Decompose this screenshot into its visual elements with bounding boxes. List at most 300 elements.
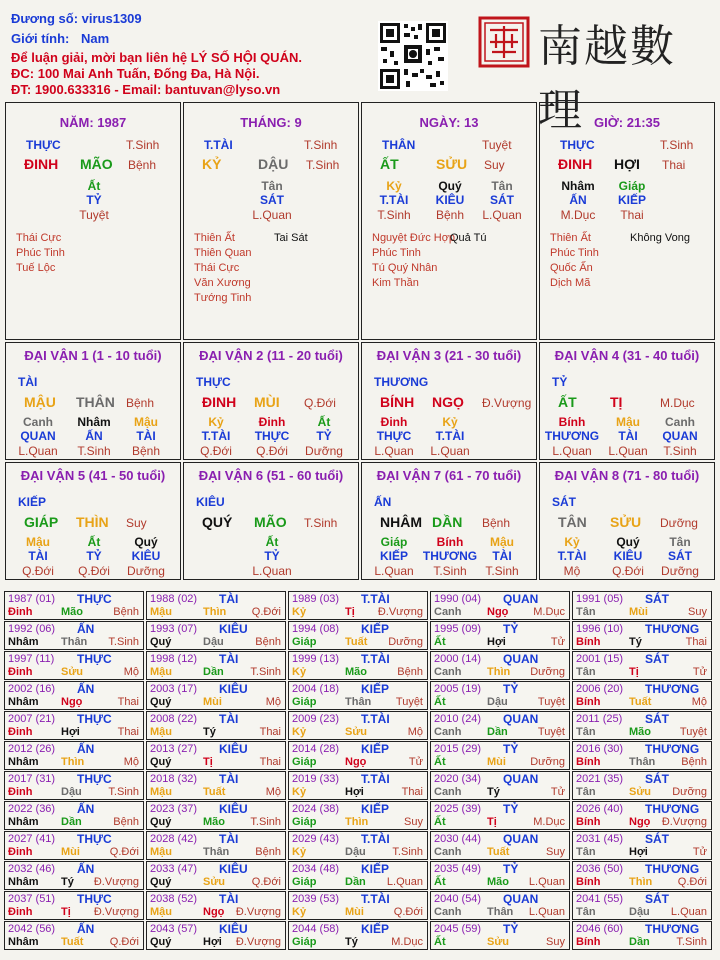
dai-van-branch: MÙI bbox=[254, 394, 280, 410]
dai-van-branch: NGỌ bbox=[432, 394, 464, 410]
year-label: 1995 (09) bbox=[434, 623, 482, 635]
dv-hidden-state: T.Sinh bbox=[663, 444, 697, 458]
year-state: Suy bbox=[546, 936, 565, 948]
year-stem: Canh bbox=[434, 606, 462, 618]
dai-van-god: KIÊU bbox=[196, 495, 225, 509]
dai-van-header: ĐẠI VẬN 1 (1 - 10 tuổi) bbox=[24, 348, 162, 363]
dv-hidden-stem: Giáp bbox=[380, 535, 408, 549]
year-label: 2005 (19) bbox=[434, 683, 482, 695]
dai-van-state: Suy bbox=[126, 516, 147, 530]
year-stem: Mậu bbox=[150, 666, 172, 678]
year-state: Dưỡng bbox=[530, 756, 565, 768]
year-state: Đ.Vượng bbox=[93, 876, 139, 888]
year-label: 2019 (33) bbox=[292, 773, 340, 785]
year-god: QUAN bbox=[503, 652, 539, 666]
year-label: 1999 (13) bbox=[292, 653, 340, 665]
dv-hidden-god: QUAN bbox=[20, 429, 56, 443]
year-label: 2036 (50) bbox=[576, 863, 624, 875]
year-stem: Ất bbox=[434, 816, 446, 828]
year-god: THỰC bbox=[77, 652, 112, 666]
year-state: M.Dục bbox=[533, 816, 565, 828]
year-cell bbox=[4, 711, 144, 740]
year-cell bbox=[288, 681, 428, 710]
year-state: Mộ bbox=[123, 666, 139, 678]
year-state: Dưỡng bbox=[388, 636, 423, 648]
year-god: TÀI bbox=[219, 892, 239, 906]
year-cell bbox=[146, 681, 286, 710]
dv-hidden-god: TỶ bbox=[264, 549, 280, 563]
year-god: THƯƠNG bbox=[645, 622, 700, 636]
dai-van-stem: QUÝ bbox=[202, 514, 233, 530]
year-cell bbox=[288, 711, 428, 740]
star-item: Tú Quý Nhân bbox=[372, 262, 438, 274]
year-branch: Ngọ bbox=[203, 906, 225, 918]
star-item: Thái Cực bbox=[194, 262, 240, 274]
year-state: Q.Đới bbox=[677, 876, 707, 888]
year-stem: Mậu bbox=[150, 726, 172, 738]
year-state: Mộ bbox=[123, 756, 139, 768]
star-item: Quốc Ấn bbox=[550, 262, 593, 274]
year-god: SÁT bbox=[645, 832, 669, 846]
dai-van-branch: DẦN bbox=[432, 514, 463, 530]
pillar-2 bbox=[183, 102, 359, 340]
gender-value: Nam bbox=[80, 31, 110, 46]
year-cell bbox=[146, 621, 286, 650]
year-state: Đ.Vượng bbox=[661, 816, 707, 828]
year-cell bbox=[146, 711, 286, 740]
year-branch: Tuất bbox=[629, 696, 652, 708]
year-stem: Bính bbox=[576, 936, 601, 948]
year-cell bbox=[146, 861, 286, 890]
year-cell bbox=[288, 921, 428, 950]
year-branch: Sửu bbox=[345, 726, 368, 738]
year-label: 2012 (26) bbox=[8, 743, 56, 755]
year-branch: Tý bbox=[203, 726, 216, 738]
year-god: TỶ bbox=[503, 862, 519, 876]
year-cell bbox=[430, 741, 570, 770]
year-cell bbox=[4, 651, 144, 680]
dv-hidden-state: L.Quan bbox=[374, 564, 414, 578]
year-branch: Mùi bbox=[487, 756, 506, 768]
year-cell bbox=[572, 681, 712, 710]
year-cell bbox=[288, 771, 428, 800]
pillar-header: THÁNG: 9 bbox=[240, 115, 302, 130]
star-extra: Tai Sát bbox=[274, 232, 308, 244]
dai-van-god: SÁT bbox=[552, 495, 576, 509]
year-stem: Canh bbox=[434, 786, 462, 798]
dv-hidden-stem: Kỷ bbox=[442, 415, 458, 429]
hidden-god: KIẾP bbox=[617, 193, 647, 207]
year-cell bbox=[430, 831, 570, 860]
year-cell bbox=[572, 921, 712, 950]
year-stem: Tân bbox=[576, 666, 596, 678]
year-state: L.Quan bbox=[528, 876, 565, 888]
star-item: Tướng Tinh bbox=[194, 292, 252, 304]
year-stem: Ất bbox=[434, 636, 446, 648]
year-state: Suy bbox=[546, 846, 565, 858]
year-stem: Tân bbox=[576, 846, 596, 858]
year-label: 2027 (41) bbox=[8, 833, 56, 845]
star-extra: Quả Tú bbox=[450, 232, 487, 244]
year-label: 2002 (16) bbox=[8, 683, 56, 695]
year-stem: Giáp bbox=[292, 636, 317, 648]
year-branch: Mùi bbox=[61, 846, 80, 858]
year-state: T.Sinh bbox=[250, 816, 281, 828]
year-state: Q.Đới bbox=[393, 906, 423, 918]
year-cell bbox=[288, 591, 428, 620]
year-stem: Kỷ bbox=[292, 726, 307, 738]
year-stem: Kỷ bbox=[292, 846, 307, 858]
year-stem: Giáp bbox=[292, 936, 317, 948]
year-label: 1993 (07) bbox=[150, 623, 198, 635]
dv-hidden-stem: Đinh bbox=[258, 415, 286, 429]
year-state: T.Sinh bbox=[108, 636, 139, 648]
star-item: Kim Thần bbox=[372, 277, 419, 289]
dv-hidden-god: THƯƠNG bbox=[544, 429, 600, 443]
year-branch: Hợi bbox=[203, 936, 222, 948]
dv-hidden-state: Q.Đới bbox=[78, 564, 110, 578]
year-god: QUAN bbox=[503, 772, 539, 786]
year-label: 2004 (18) bbox=[292, 683, 340, 695]
hidden-state: M.Dục bbox=[560, 208, 596, 222]
year-branch: Ngọ bbox=[487, 606, 509, 618]
dv-hidden-god: TÀI bbox=[618, 429, 638, 443]
year-god: KIẾP bbox=[361, 682, 390, 696]
year-god: KIÊU bbox=[219, 802, 248, 816]
year-label: 2030 (44) bbox=[434, 833, 482, 845]
dv-hidden-state: Q.Đới bbox=[200, 444, 232, 458]
year-state: Mộ bbox=[265, 696, 281, 708]
dai-van-header: ĐẠI VẬN 6 (51 - 60 tuổi) bbox=[198, 468, 344, 483]
year-cell bbox=[4, 831, 144, 860]
year-branch: Tuất bbox=[61, 936, 84, 948]
year-cell bbox=[288, 741, 428, 770]
year-branch: Tị bbox=[487, 816, 497, 828]
year-branch: Thân bbox=[345, 696, 372, 708]
year-label: 2013 (27) bbox=[150, 743, 198, 755]
year-god: TỶ bbox=[503, 622, 519, 636]
year-stem: Đinh bbox=[8, 666, 33, 678]
year-stem: Bính bbox=[576, 756, 601, 768]
star-item: Thiên Ất bbox=[550, 232, 591, 244]
year-label: 2035 (49) bbox=[434, 863, 482, 875]
hidden-god: ẤN bbox=[569, 193, 587, 207]
year-cell bbox=[146, 741, 286, 770]
year-stem: Bính bbox=[576, 876, 601, 888]
year-label: 2023 (37) bbox=[150, 803, 198, 815]
year-stem: Tân bbox=[576, 906, 596, 918]
year-god: KIẾP bbox=[361, 802, 390, 816]
year-god: T.TÀI bbox=[361, 892, 390, 906]
dai-van-8 bbox=[539, 462, 715, 580]
year-stem: Mậu bbox=[150, 846, 172, 858]
year-state: Thai bbox=[401, 786, 423, 798]
year-branch: Tuất bbox=[345, 636, 368, 648]
year-god: QUAN bbox=[503, 892, 539, 906]
dv-hidden-god: KIÊU bbox=[613, 549, 643, 563]
year-label: 2000 (14) bbox=[434, 653, 482, 665]
year-branch: Mùi bbox=[629, 606, 648, 618]
year-branch: Mão bbox=[203, 816, 225, 828]
year-god: T.TÀI bbox=[361, 832, 390, 846]
dai-van-stem: BÍNH bbox=[380, 394, 415, 410]
year-cell bbox=[4, 741, 144, 770]
year-label: 2006 (20) bbox=[576, 683, 624, 695]
dv-hidden-state: T.Sinh bbox=[77, 444, 111, 458]
dv-hidden-stem: Canh bbox=[23, 415, 53, 429]
dv-hidden-state: L.Quan bbox=[18, 444, 58, 458]
hidden-stem: Ất bbox=[87, 179, 101, 193]
year-stem: Quý bbox=[150, 636, 172, 648]
year-god: TÀI bbox=[219, 652, 239, 666]
year-label: 2011 (25) bbox=[576, 713, 623, 725]
year-state: Đ.Vượng bbox=[235, 906, 281, 918]
dv-hidden-god: T.TÀI bbox=[435, 429, 465, 443]
year-god: ẤN bbox=[77, 922, 95, 936]
dai-van-7 bbox=[361, 462, 537, 580]
dai-van-god: ẤN bbox=[374, 495, 392, 509]
year-god: THƯƠNG bbox=[645, 922, 700, 936]
year-state: Thai bbox=[259, 756, 281, 768]
year-god: TỶ bbox=[503, 922, 519, 936]
dv-hidden-stem: Kỷ bbox=[208, 415, 224, 429]
year-branch: Hợi bbox=[345, 786, 364, 798]
year-state: Thai bbox=[117, 726, 139, 738]
dv-hidden-god: QUAN bbox=[662, 429, 698, 443]
year-label: 2032 (46) bbox=[8, 863, 56, 875]
year-state: L.Quan bbox=[528, 906, 565, 918]
year-state: Tử bbox=[550, 786, 565, 798]
hidden-god: SÁT bbox=[260, 193, 284, 207]
year-branch: Mão bbox=[487, 876, 509, 888]
year-state: Mộ bbox=[265, 786, 281, 798]
year-stem: Bính bbox=[576, 696, 601, 708]
dv-hidden-state: L.Quan bbox=[552, 444, 592, 458]
hidden-stem: Giáp bbox=[618, 179, 646, 193]
red-seal-logo bbox=[478, 16, 530, 68]
year-state: Tuyệt bbox=[679, 726, 707, 738]
year-branch: Mão bbox=[61, 606, 83, 618]
year-branch: Dậu bbox=[61, 786, 82, 798]
year-branch: Thìn bbox=[345, 816, 369, 828]
year-label: 1991 (05) bbox=[576, 593, 624, 605]
star-item: Phúc Tinh bbox=[16, 247, 65, 259]
year-cell bbox=[146, 891, 286, 920]
year-branch: Dậu bbox=[629, 906, 650, 918]
year-god: ẤN bbox=[77, 802, 95, 816]
year-stem: Tân bbox=[576, 786, 596, 798]
dv-hidden-state: Q.Đới bbox=[22, 564, 54, 578]
year-label: 2034 (48) bbox=[292, 863, 340, 875]
year-state: Q.Đới bbox=[251, 606, 281, 618]
dv-hidden-stem: Mậu bbox=[26, 535, 50, 549]
dai-van-god: TỶ bbox=[552, 375, 568, 389]
year-branch: Mùi bbox=[345, 906, 364, 918]
year-branch: Tị bbox=[345, 606, 355, 618]
year-cell bbox=[430, 891, 570, 920]
year-cell bbox=[4, 771, 144, 800]
year-cell bbox=[4, 801, 144, 830]
year-label: 2026 (40) bbox=[576, 803, 624, 815]
year-state: Thai bbox=[685, 636, 707, 648]
year-stem: Đinh bbox=[8, 846, 33, 858]
year-branch: Ngọ bbox=[345, 756, 367, 768]
year-label: 2001 (15) bbox=[576, 653, 624, 665]
dv-hidden-god: T.TÀI bbox=[201, 429, 231, 443]
year-label: 2040 (54) bbox=[434, 893, 482, 905]
contact-line: Để luận giải, mời bạn liên hệ LÝ SỐ HỘI QUÁN. bbox=[11, 50, 302, 65]
dai-van-stem: NHÂM bbox=[380, 514, 422, 530]
year-branch: Dần bbox=[487, 726, 508, 738]
year-cell bbox=[572, 891, 712, 920]
year-stem: Giáp bbox=[292, 816, 317, 828]
year-cell bbox=[146, 591, 286, 620]
seal-graphic bbox=[478, 16, 530, 68]
dv-hidden-stem: Ất bbox=[317, 415, 331, 429]
dai-van-god: KIẾP bbox=[18, 495, 47, 509]
year-stem: Mậu bbox=[150, 906, 172, 918]
year-cell bbox=[4, 591, 144, 620]
year-branch: Hợi bbox=[61, 726, 80, 738]
year-stem: Ất bbox=[434, 936, 446, 948]
year-branch: Sửu bbox=[203, 876, 226, 888]
dv-hidden-state: T.Sinh bbox=[433, 564, 467, 578]
year-state: Tử bbox=[692, 846, 707, 858]
dai-van-god: THƯƠNG bbox=[374, 375, 429, 389]
dv-hidden-stem: Ất bbox=[265, 535, 279, 549]
dai-van-header: ĐẠI VẬN 8 (71 - 80 tuổi) bbox=[554, 468, 700, 483]
year-branch: Thìn bbox=[203, 606, 227, 618]
year-stem: Canh bbox=[434, 906, 462, 918]
hidden-state: L.Quan bbox=[252, 208, 292, 222]
year-god: KIÊU bbox=[219, 922, 248, 936]
account-line: Đương số: virus1309 bbox=[11, 11, 142, 26]
dv-hidden-state: Mộ bbox=[563, 564, 581, 578]
dai-van-2 bbox=[183, 342, 359, 460]
year-state: Dưỡng bbox=[672, 786, 707, 798]
year-label: 2009 (23) bbox=[292, 713, 340, 725]
hidden-stem: Nhâm bbox=[561, 179, 595, 193]
year-branch: Thân bbox=[61, 636, 88, 648]
year-label: 1997 (11) bbox=[8, 653, 55, 665]
hidden-god: KIÊU bbox=[435, 193, 465, 207]
year-state: L.Quan bbox=[386, 876, 423, 888]
year-stem: Tân bbox=[576, 606, 596, 618]
year-state: T.Sinh bbox=[250, 666, 281, 678]
year-label: 2003 (17) bbox=[150, 683, 198, 695]
dai-van-branch: TỊ bbox=[610, 394, 623, 410]
dai-van-header: ĐẠI VẬN 5 (41 - 50 tuổi) bbox=[20, 468, 166, 483]
year-god: SÁT bbox=[645, 712, 669, 726]
hidden-god: TỶ bbox=[86, 193, 102, 207]
phone-line: ĐT: 1900.633316 - Email: bantuvan@lyso.vn bbox=[11, 82, 281, 97]
dv-hidden-state: Bệnh bbox=[131, 444, 161, 458]
year-stem: Kỷ bbox=[292, 666, 307, 678]
dai-van-branch: MÃO bbox=[254, 514, 287, 530]
year-cell bbox=[4, 681, 144, 710]
year-label: 2033 (47) bbox=[150, 863, 198, 875]
dai-van-stem: ẤT bbox=[558, 394, 577, 410]
year-label: 2031 (45) bbox=[576, 833, 624, 845]
year-branch: Dần bbox=[203, 666, 224, 678]
dv-hidden-state: Dưỡng bbox=[661, 564, 699, 578]
year-cell bbox=[430, 861, 570, 890]
year-stem: Quý bbox=[150, 696, 172, 708]
year-cell bbox=[430, 921, 570, 950]
star-item: Tuế Lộc bbox=[16, 262, 56, 274]
dv-hidden-stem: Bính bbox=[436, 535, 464, 549]
dv-hidden-god: SÁT bbox=[668, 549, 692, 563]
hidden-state: Tuyệt bbox=[79, 208, 109, 222]
dv-hidden-stem: Nhâm bbox=[77, 415, 111, 429]
year-branch: Tý bbox=[629, 636, 642, 648]
year-god: SÁT bbox=[645, 772, 669, 786]
year-state: Đ.Vượng bbox=[93, 906, 139, 918]
year-branch: Mão bbox=[629, 726, 651, 738]
year-label: 1994 (08) bbox=[292, 623, 340, 635]
pillar-god: THỰC bbox=[26, 138, 61, 152]
year-label: 2010 (24) bbox=[434, 713, 482, 725]
year-state: Suy bbox=[404, 816, 423, 828]
dai-van-state: Dưỡng bbox=[660, 516, 698, 530]
year-branch: Dậu bbox=[487, 696, 508, 708]
dv-hidden-stem: Ất bbox=[87, 535, 101, 549]
year-god: SÁT bbox=[645, 652, 669, 666]
year-cell bbox=[146, 651, 286, 680]
year-god: KIÊU bbox=[219, 862, 248, 876]
dai-van-header: ĐẠI VẬN 2 (11 - 20 tuổi) bbox=[199, 348, 343, 363]
dv-hidden-stem: Quý bbox=[616, 535, 640, 549]
pillar-branch: MÃO bbox=[80, 156, 113, 172]
dv-hidden-god: ẤN bbox=[85, 429, 103, 443]
year-stem: Mậu bbox=[150, 786, 172, 798]
year-stem: Nhâm bbox=[8, 936, 39, 948]
dai-van-6 bbox=[183, 462, 359, 580]
year-god: TÀI bbox=[219, 592, 239, 606]
pillar-branch-state: Suy bbox=[484, 158, 505, 172]
year-branch: Tị bbox=[203, 756, 213, 768]
gender-line bbox=[11, 30, 109, 47]
dai-van-3 bbox=[361, 342, 537, 460]
year-cell bbox=[572, 621, 712, 650]
year-god: SÁT bbox=[645, 892, 669, 906]
year-label: 1996 (10) bbox=[576, 623, 624, 635]
year-branch: Dậu bbox=[345, 846, 366, 858]
hidden-state: Bệnh bbox=[435, 208, 465, 222]
year-god: KIẾP bbox=[361, 622, 390, 636]
year-label: 1988 (02) bbox=[150, 593, 198, 605]
year-branch: Ngọ bbox=[629, 816, 651, 828]
year-label: 2022 (36) bbox=[8, 803, 56, 815]
year-state: Tuyệt bbox=[537, 726, 565, 738]
dai-van-stem: GIÁP bbox=[24, 514, 59, 530]
year-cell bbox=[430, 771, 570, 800]
year-branch: Ngọ bbox=[61, 696, 83, 708]
year-stem: Giáp bbox=[292, 696, 317, 708]
dai-van-state: M.Dục bbox=[660, 396, 695, 410]
qr-code[interactable] bbox=[378, 21, 448, 91]
dv-hidden-god: T.TÀI bbox=[557, 549, 587, 563]
year-stem: Ất bbox=[434, 696, 446, 708]
dai-van-state: Q.Đới bbox=[304, 396, 336, 410]
dv-hidden-stem: Bính bbox=[558, 415, 586, 429]
dv-hidden-stem: Quý bbox=[134, 535, 158, 549]
hidden-stem: Quý bbox=[438, 179, 462, 193]
dai-van-branch: THÌN bbox=[76, 514, 109, 530]
star-item: Dịch Mã bbox=[550, 277, 591, 289]
pillar-branch: SỬU bbox=[436, 156, 468, 172]
year-label: 1989 (03) bbox=[292, 593, 340, 605]
